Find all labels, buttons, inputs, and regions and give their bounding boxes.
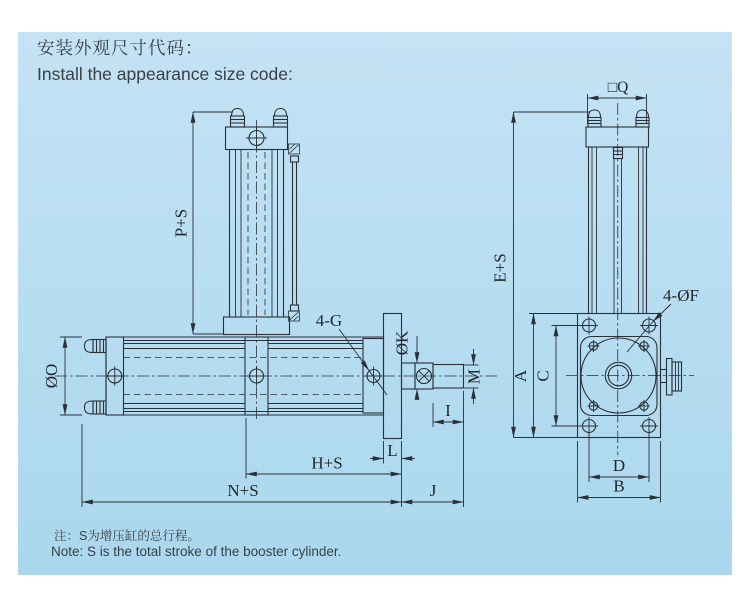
dim-label-b: B (613, 476, 625, 496)
dim-label-4of: 4-ØF (663, 286, 699, 305)
dim-label-d: D (612, 456, 626, 475)
dim-label-hs: H+S (311, 453, 343, 473)
dim-label-l: L (387, 441, 398, 460)
note-english: Note: S is the total stroke of the booster cylinder. (51, 544, 342, 559)
blue-panel (18, 32, 732, 575)
dim-label-ns: N+S (227, 481, 259, 500)
dim-label-ps: P+S (171, 208, 191, 238)
title-chinese: 安装外观尺寸代码： (37, 38, 204, 58)
dim-label-i: I (445, 401, 451, 420)
dim-label-j: J (429, 481, 437, 500)
dim-label-c: C (533, 370, 553, 382)
dim-label-q: □Q (607, 79, 629, 96)
dim-label-es: E+S (490, 253, 510, 283)
note-chinese: 注：S为增压缸的总行程。 (54, 529, 200, 543)
dim-label-oo: ØO (42, 363, 61, 389)
dim-label-a: A (511, 369, 530, 383)
dim-label-m: M (464, 368, 484, 385)
title-english: Install the appearance size code: (37, 64, 293, 84)
dim-label-ok: ØK (392, 330, 412, 356)
dim-label-4g: 4-G (315, 311, 343, 330)
